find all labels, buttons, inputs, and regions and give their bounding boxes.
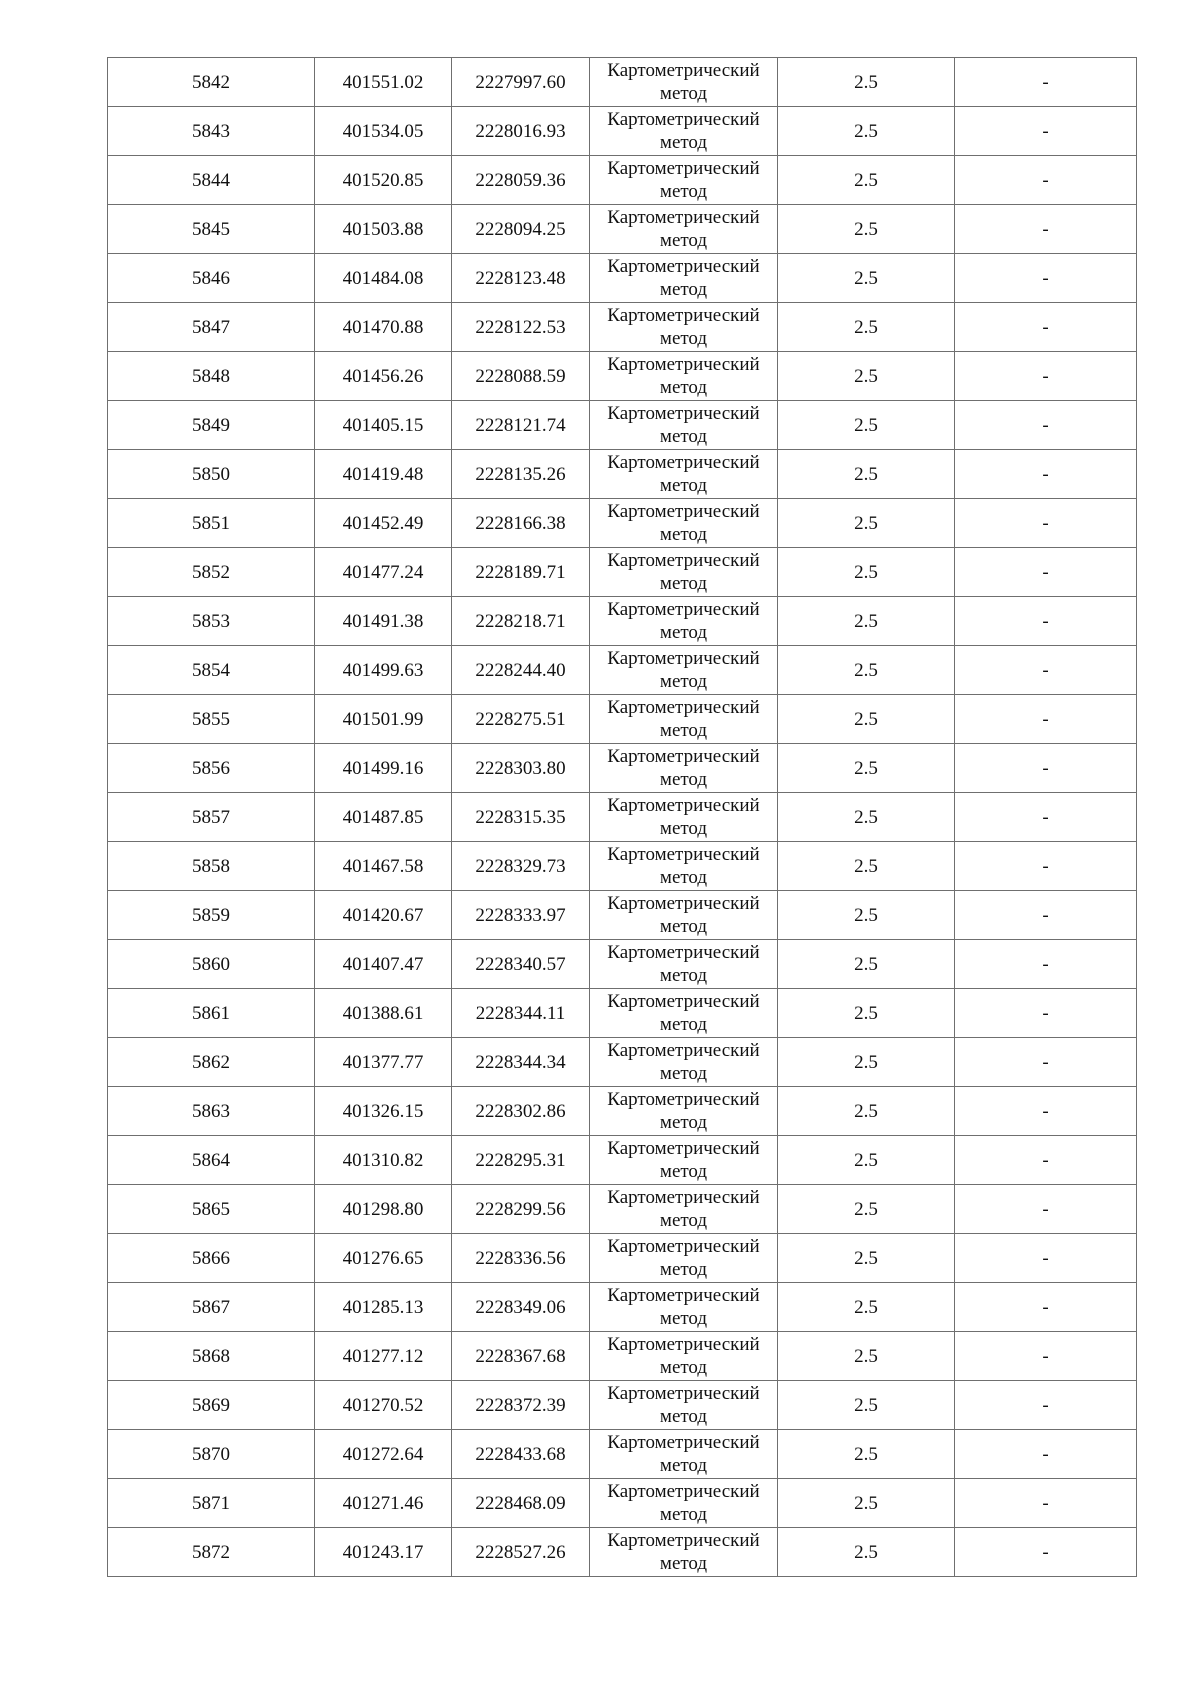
method-text-line-2: метод bbox=[659, 1161, 708, 1182]
x-coordinate-cell: 401277.12 bbox=[315, 1332, 452, 1381]
method-cell bbox=[590, 107, 778, 156]
note-cell: - bbox=[955, 891, 1137, 940]
method-text-line-2: метод bbox=[659, 818, 708, 839]
method-text-line-2: метод bbox=[659, 720, 708, 741]
method-text-line-2: метод bbox=[659, 1014, 708, 1035]
x-coordinate-cell: 401499.63 bbox=[315, 646, 452, 695]
y-coordinate-cell: 2228315.35 bbox=[452, 793, 590, 842]
x-coordinate-cell: 401456.26 bbox=[315, 352, 452, 401]
table-row bbox=[108, 793, 1137, 842]
method-cell bbox=[590, 450, 778, 499]
note-cell: - bbox=[955, 793, 1137, 842]
point-number-cell: 5869 bbox=[108, 1381, 315, 1430]
method-text-line-1: Картометрический bbox=[607, 795, 760, 816]
point-number-cell: 5845 bbox=[108, 205, 315, 254]
table-row bbox=[108, 1479, 1137, 1528]
table-row bbox=[108, 1283, 1137, 1332]
method-text-line-1: Картометрический bbox=[607, 844, 760, 865]
accuracy-cell: 2.5 bbox=[778, 450, 955, 499]
method-text-line-1: Картометрический bbox=[607, 1285, 760, 1306]
table-row bbox=[108, 1381, 1137, 1430]
y-coordinate-cell: 2228468.09 bbox=[452, 1479, 590, 1528]
y-coordinate-cell: 2228336.56 bbox=[452, 1234, 590, 1283]
method-text-line-1: Картометрический bbox=[607, 1236, 760, 1257]
table-row bbox=[108, 401, 1137, 450]
method-cell bbox=[590, 352, 778, 401]
accuracy-cell: 2.5 bbox=[778, 842, 955, 891]
x-coordinate-cell: 401377.77 bbox=[315, 1038, 452, 1087]
method-text-line-1: Картометрический bbox=[607, 501, 760, 522]
method-text-line-2: метод bbox=[659, 769, 708, 790]
accuracy-cell: 2.5 bbox=[778, 1381, 955, 1430]
method-cell bbox=[590, 646, 778, 695]
accuracy-cell: 2.5 bbox=[778, 1479, 955, 1528]
method-text-line-1: Картометрический bbox=[607, 452, 760, 473]
method-cell bbox=[590, 548, 778, 597]
method-cell bbox=[590, 842, 778, 891]
method-text-line-1: Картометрический bbox=[607, 1432, 760, 1453]
method-cell bbox=[590, 205, 778, 254]
point-number-cell: 5854 bbox=[108, 646, 315, 695]
method-cell bbox=[590, 597, 778, 646]
method-text-line-2: метод bbox=[659, 1210, 708, 1231]
accuracy-cell: 2.5 bbox=[778, 254, 955, 303]
method-text-line-2: метод bbox=[659, 916, 708, 937]
table-row bbox=[108, 254, 1137, 303]
x-coordinate-cell: 401534.05 bbox=[315, 107, 452, 156]
y-coordinate-cell: 2228189.71 bbox=[452, 548, 590, 597]
method-cell bbox=[590, 499, 778, 548]
x-coordinate-cell: 401420.67 bbox=[315, 891, 452, 940]
accuracy-cell: 2.5 bbox=[778, 1283, 955, 1332]
accuracy-cell: 2.5 bbox=[778, 744, 955, 793]
method-cell bbox=[590, 1332, 778, 1381]
x-coordinate-cell: 401499.16 bbox=[315, 744, 452, 793]
x-coordinate-cell: 401326.15 bbox=[315, 1087, 452, 1136]
y-coordinate-cell: 2228329.73 bbox=[452, 842, 590, 891]
point-number-cell: 5865 bbox=[108, 1185, 315, 1234]
accuracy-cell: 2.5 bbox=[778, 548, 955, 597]
note-cell: - bbox=[955, 1430, 1137, 1479]
y-coordinate-cell: 2228016.93 bbox=[452, 107, 590, 156]
y-coordinate-cell: 2228094.25 bbox=[452, 205, 590, 254]
x-coordinate-cell: 401285.13 bbox=[315, 1283, 452, 1332]
method-text-line-1: Картометрический bbox=[607, 1383, 760, 1404]
point-number-cell: 5844 bbox=[108, 156, 315, 205]
note-cell: - bbox=[955, 1234, 1137, 1283]
method-cell bbox=[590, 1185, 778, 1234]
accuracy-cell: 2.5 bbox=[778, 1038, 955, 1087]
y-coordinate-cell: 2228059.36 bbox=[452, 156, 590, 205]
method-text-line-1: Картометрический bbox=[607, 991, 760, 1012]
table-row bbox=[108, 1430, 1137, 1479]
table-row bbox=[108, 352, 1137, 401]
accuracy-cell: 2.5 bbox=[778, 793, 955, 842]
point-number-cell: 5859 bbox=[108, 891, 315, 940]
y-coordinate-cell: 2228123.48 bbox=[452, 254, 590, 303]
y-coordinate-cell: 2228088.59 bbox=[452, 352, 590, 401]
table-row bbox=[108, 499, 1137, 548]
method-text-line-2: метод bbox=[659, 965, 708, 986]
method-cell bbox=[590, 401, 778, 450]
method-cell bbox=[590, 1479, 778, 1528]
method-text-line-2: метод bbox=[659, 524, 708, 545]
table-row bbox=[108, 58, 1137, 107]
method-text-line-1: Картометрический bbox=[607, 942, 760, 963]
x-coordinate-cell: 401271.46 bbox=[315, 1479, 452, 1528]
note-cell: - bbox=[955, 499, 1137, 548]
method-cell bbox=[590, 1234, 778, 1283]
accuracy-cell: 2.5 bbox=[778, 401, 955, 450]
table-row bbox=[108, 940, 1137, 989]
y-coordinate-cell: 2228433.68 bbox=[452, 1430, 590, 1479]
method-text-line-2: метод bbox=[659, 1504, 708, 1525]
method-text-line-1: Картометрический bbox=[607, 746, 760, 767]
point-number-cell: 5856 bbox=[108, 744, 315, 793]
y-coordinate-cell: 2227997.60 bbox=[452, 58, 590, 107]
method-text-line-1: Картометрический bbox=[607, 550, 760, 571]
point-number-cell: 5863 bbox=[108, 1087, 315, 1136]
x-coordinate-cell: 401310.82 bbox=[315, 1136, 452, 1185]
method-text-line-1: Картометрический bbox=[607, 1187, 760, 1208]
point-number-cell: 5858 bbox=[108, 842, 315, 891]
y-coordinate-cell: 2228299.56 bbox=[452, 1185, 590, 1234]
coordinates-table-body bbox=[108, 58, 1137, 1577]
method-text-line-2: метод bbox=[659, 230, 708, 251]
x-coordinate-cell: 401484.08 bbox=[315, 254, 452, 303]
accuracy-cell: 2.5 bbox=[778, 303, 955, 352]
x-coordinate-cell: 401243.17 bbox=[315, 1528, 452, 1577]
table-row bbox=[108, 156, 1137, 205]
x-coordinate-cell: 401501.99 bbox=[315, 695, 452, 744]
table-row bbox=[108, 548, 1137, 597]
coordinates-table bbox=[107, 57, 1137, 1577]
method-cell bbox=[590, 695, 778, 744]
point-number-cell: 5867 bbox=[108, 1283, 315, 1332]
table-row bbox=[108, 597, 1137, 646]
point-number-cell: 5848 bbox=[108, 352, 315, 401]
method-cell bbox=[590, 1528, 778, 1577]
accuracy-cell: 2.5 bbox=[778, 1234, 955, 1283]
x-coordinate-cell: 401272.64 bbox=[315, 1430, 452, 1479]
point-number-cell: 5860 bbox=[108, 940, 315, 989]
point-number-cell: 5851 bbox=[108, 499, 315, 548]
y-coordinate-cell: 2228218.71 bbox=[452, 597, 590, 646]
accuracy-cell: 2.5 bbox=[778, 156, 955, 205]
method-cell bbox=[590, 156, 778, 205]
point-number-cell: 5853 bbox=[108, 597, 315, 646]
y-coordinate-cell: 2228349.06 bbox=[452, 1283, 590, 1332]
accuracy-cell: 2.5 bbox=[778, 58, 955, 107]
note-cell: - bbox=[955, 1479, 1137, 1528]
accuracy-cell: 2.5 bbox=[778, 1136, 955, 1185]
method-text-line-1: Картометрический bbox=[607, 60, 760, 81]
note-cell: - bbox=[955, 205, 1137, 254]
x-coordinate-cell: 401452.49 bbox=[315, 499, 452, 548]
x-coordinate-cell: 401276.65 bbox=[315, 1234, 452, 1283]
method-text-line-1: Картометрический bbox=[607, 207, 760, 228]
point-number-cell: 5870 bbox=[108, 1430, 315, 1479]
accuracy-cell: 2.5 bbox=[778, 1528, 955, 1577]
y-coordinate-cell: 2228122.53 bbox=[452, 303, 590, 352]
x-coordinate-cell: 401405.15 bbox=[315, 401, 452, 450]
method-text-line-1: Картометрический bbox=[607, 1334, 760, 1355]
y-coordinate-cell: 2228333.97 bbox=[452, 891, 590, 940]
note-cell: - bbox=[955, 352, 1137, 401]
method-cell bbox=[590, 1381, 778, 1430]
note-cell: - bbox=[955, 1136, 1137, 1185]
method-text-line-2: метод bbox=[659, 1259, 708, 1280]
point-number-cell: 5866 bbox=[108, 1234, 315, 1283]
note-cell: - bbox=[955, 156, 1137, 205]
method-text-line-1: Картометрический bbox=[607, 1138, 760, 1159]
x-coordinate-cell: 401470.88 bbox=[315, 303, 452, 352]
method-cell bbox=[590, 303, 778, 352]
method-text-line-1: Картометрический bbox=[607, 697, 760, 718]
method-text-line-1: Картометрический bbox=[607, 893, 760, 914]
accuracy-cell: 2.5 bbox=[778, 646, 955, 695]
note-cell: - bbox=[955, 695, 1137, 744]
method-text-line-2: метод bbox=[659, 1357, 708, 1378]
method-text-line-2: метод bbox=[659, 132, 708, 153]
table-row bbox=[108, 1185, 1137, 1234]
method-text-line-2: метод bbox=[659, 1455, 708, 1476]
method-text-line-2: метод bbox=[659, 1553, 708, 1574]
point-number-cell: 5862 bbox=[108, 1038, 315, 1087]
note-cell: - bbox=[955, 842, 1137, 891]
method-cell bbox=[590, 254, 778, 303]
note-cell: - bbox=[955, 548, 1137, 597]
method-text-line-2: метод bbox=[659, 475, 708, 496]
note-cell: - bbox=[955, 1283, 1137, 1332]
table-row bbox=[108, 695, 1137, 744]
accuracy-cell: 2.5 bbox=[778, 1087, 955, 1136]
method-text-line-1: Картометрический bbox=[607, 403, 760, 424]
note-cell: - bbox=[955, 1528, 1137, 1577]
x-coordinate-cell: 401298.80 bbox=[315, 1185, 452, 1234]
point-number-cell: 5855 bbox=[108, 695, 315, 744]
note-cell: - bbox=[955, 1038, 1137, 1087]
note-cell: - bbox=[955, 401, 1137, 450]
y-coordinate-cell: 2228135.26 bbox=[452, 450, 590, 499]
method-text-line-1: Картометрический bbox=[607, 1530, 760, 1551]
point-number-cell: 5843 bbox=[108, 107, 315, 156]
x-coordinate-cell: 401520.85 bbox=[315, 156, 452, 205]
method-text-line-2: метод bbox=[659, 1112, 708, 1133]
method-text-line-2: метод bbox=[659, 622, 708, 643]
y-coordinate-cell: 2228295.31 bbox=[452, 1136, 590, 1185]
y-coordinate-cell: 2228166.38 bbox=[452, 499, 590, 548]
method-text-line-1: Картометрический bbox=[607, 599, 760, 620]
method-cell bbox=[590, 58, 778, 107]
method-cell bbox=[590, 1136, 778, 1185]
method-text-line-1: Картометрический bbox=[607, 256, 760, 277]
x-coordinate-cell: 401419.48 bbox=[315, 450, 452, 499]
accuracy-cell: 2.5 bbox=[778, 499, 955, 548]
note-cell: - bbox=[955, 107, 1137, 156]
table-row bbox=[108, 1528, 1137, 1577]
point-number-cell: 5847 bbox=[108, 303, 315, 352]
accuracy-cell: 2.5 bbox=[778, 940, 955, 989]
method-text-line-2: метод bbox=[659, 426, 708, 447]
x-coordinate-cell: 401503.88 bbox=[315, 205, 452, 254]
point-number-cell: 5857 bbox=[108, 793, 315, 842]
point-number-cell: 5850 bbox=[108, 450, 315, 499]
point-number-cell: 5842 bbox=[108, 58, 315, 107]
table-row bbox=[108, 1332, 1137, 1381]
y-coordinate-cell: 2228340.57 bbox=[452, 940, 590, 989]
note-cell: - bbox=[955, 989, 1137, 1038]
method-cell bbox=[590, 1038, 778, 1087]
x-coordinate-cell: 401407.47 bbox=[315, 940, 452, 989]
point-number-cell: 5849 bbox=[108, 401, 315, 450]
note-cell: - bbox=[955, 58, 1137, 107]
x-coordinate-cell: 401551.02 bbox=[315, 58, 452, 107]
method-text-line-2: метод bbox=[659, 83, 708, 104]
note-cell: - bbox=[955, 940, 1137, 989]
method-cell bbox=[590, 744, 778, 793]
note-cell: - bbox=[955, 1381, 1137, 1430]
accuracy-cell: 2.5 bbox=[778, 107, 955, 156]
table-row bbox=[108, 842, 1137, 891]
method-text-line-1: Картометрический bbox=[607, 354, 760, 375]
note-cell: - bbox=[955, 646, 1137, 695]
accuracy-cell: 2.5 bbox=[778, 352, 955, 401]
method-text-line-1: Картометрический bbox=[607, 1089, 760, 1110]
table-row bbox=[108, 1087, 1137, 1136]
x-coordinate-cell: 401477.24 bbox=[315, 548, 452, 597]
x-coordinate-cell: 401467.58 bbox=[315, 842, 452, 891]
method-text-line-2: метод bbox=[659, 573, 708, 594]
point-number-cell: 5871 bbox=[108, 1479, 315, 1528]
note-cell: - bbox=[955, 1332, 1137, 1381]
method-cell bbox=[590, 1087, 778, 1136]
x-coordinate-cell: 401491.38 bbox=[315, 597, 452, 646]
table-row bbox=[108, 1136, 1137, 1185]
note-cell: - bbox=[955, 744, 1137, 793]
table-row bbox=[108, 744, 1137, 793]
method-text-line-1: Картометрический bbox=[607, 1481, 760, 1502]
note-cell: - bbox=[955, 1185, 1137, 1234]
x-coordinate-cell: 401270.52 bbox=[315, 1381, 452, 1430]
accuracy-cell: 2.5 bbox=[778, 1430, 955, 1479]
accuracy-cell: 2.5 bbox=[778, 597, 955, 646]
method-text-line-2: метод bbox=[659, 377, 708, 398]
y-coordinate-cell: 2228527.26 bbox=[452, 1528, 590, 1577]
accuracy-cell: 2.5 bbox=[778, 695, 955, 744]
note-cell: - bbox=[955, 1087, 1137, 1136]
method-text-line-1: Картометрический bbox=[607, 305, 760, 326]
method-text-line-1: Картометрический bbox=[607, 109, 760, 130]
method-text-line-2: метод bbox=[659, 1308, 708, 1329]
method-text-line-1: Картометрический bbox=[607, 1040, 760, 1061]
y-coordinate-cell: 2228121.74 bbox=[452, 401, 590, 450]
method-text-line-2: метод bbox=[659, 671, 708, 692]
note-cell: - bbox=[955, 450, 1137, 499]
table-row bbox=[108, 303, 1137, 352]
y-coordinate-cell: 2228367.68 bbox=[452, 1332, 590, 1381]
point-number-cell: 5864 bbox=[108, 1136, 315, 1185]
table-row bbox=[108, 1234, 1137, 1283]
y-coordinate-cell: 2228302.86 bbox=[452, 1087, 590, 1136]
method-text-line-1: Картометрический bbox=[607, 158, 760, 179]
table-row bbox=[108, 107, 1137, 156]
method-cell bbox=[590, 793, 778, 842]
table-row bbox=[108, 989, 1137, 1038]
y-coordinate-cell: 2228372.39 bbox=[452, 1381, 590, 1430]
accuracy-cell: 2.5 bbox=[778, 205, 955, 254]
table-row bbox=[108, 891, 1137, 940]
point-number-cell: 5861 bbox=[108, 989, 315, 1038]
note-cell: - bbox=[955, 303, 1137, 352]
x-coordinate-cell: 401388.61 bbox=[315, 989, 452, 1038]
y-coordinate-cell: 2228275.51 bbox=[452, 695, 590, 744]
method-text-line-2: метод bbox=[659, 1406, 708, 1427]
accuracy-cell: 2.5 bbox=[778, 891, 955, 940]
point-number-cell: 5868 bbox=[108, 1332, 315, 1381]
method-cell bbox=[590, 1283, 778, 1332]
method-text-line-2: метод bbox=[659, 181, 708, 202]
method-cell bbox=[590, 1430, 778, 1479]
y-coordinate-cell: 2228344.34 bbox=[452, 1038, 590, 1087]
table-row bbox=[108, 205, 1137, 254]
method-text-line-2: метод bbox=[659, 328, 708, 349]
point-number-cell: 5846 bbox=[108, 254, 315, 303]
method-text-line-2: метод bbox=[659, 1063, 708, 1084]
y-coordinate-cell: 2228244.40 bbox=[452, 646, 590, 695]
method-cell bbox=[590, 989, 778, 1038]
method-cell bbox=[590, 891, 778, 940]
table-row bbox=[108, 1038, 1137, 1087]
note-cell: - bbox=[955, 254, 1137, 303]
method-text-line-2: метод bbox=[659, 867, 708, 888]
table-row bbox=[108, 646, 1137, 695]
y-coordinate-cell: 2228303.80 bbox=[452, 744, 590, 793]
method-text-line-2: метод bbox=[659, 279, 708, 300]
method-text-line-1: Картометрический bbox=[607, 648, 760, 669]
point-number-cell: 5852 bbox=[108, 548, 315, 597]
accuracy-cell: 2.5 bbox=[778, 1185, 955, 1234]
x-coordinate-cell: 401487.85 bbox=[315, 793, 452, 842]
note-cell: - bbox=[955, 597, 1137, 646]
accuracy-cell: 2.5 bbox=[778, 1332, 955, 1381]
method-cell bbox=[590, 940, 778, 989]
accuracy-cell: 2.5 bbox=[778, 989, 955, 1038]
point-number-cell: 5872 bbox=[108, 1528, 315, 1577]
table-row bbox=[108, 450, 1137, 499]
y-coordinate-cell: 2228344.11 bbox=[452, 989, 590, 1038]
